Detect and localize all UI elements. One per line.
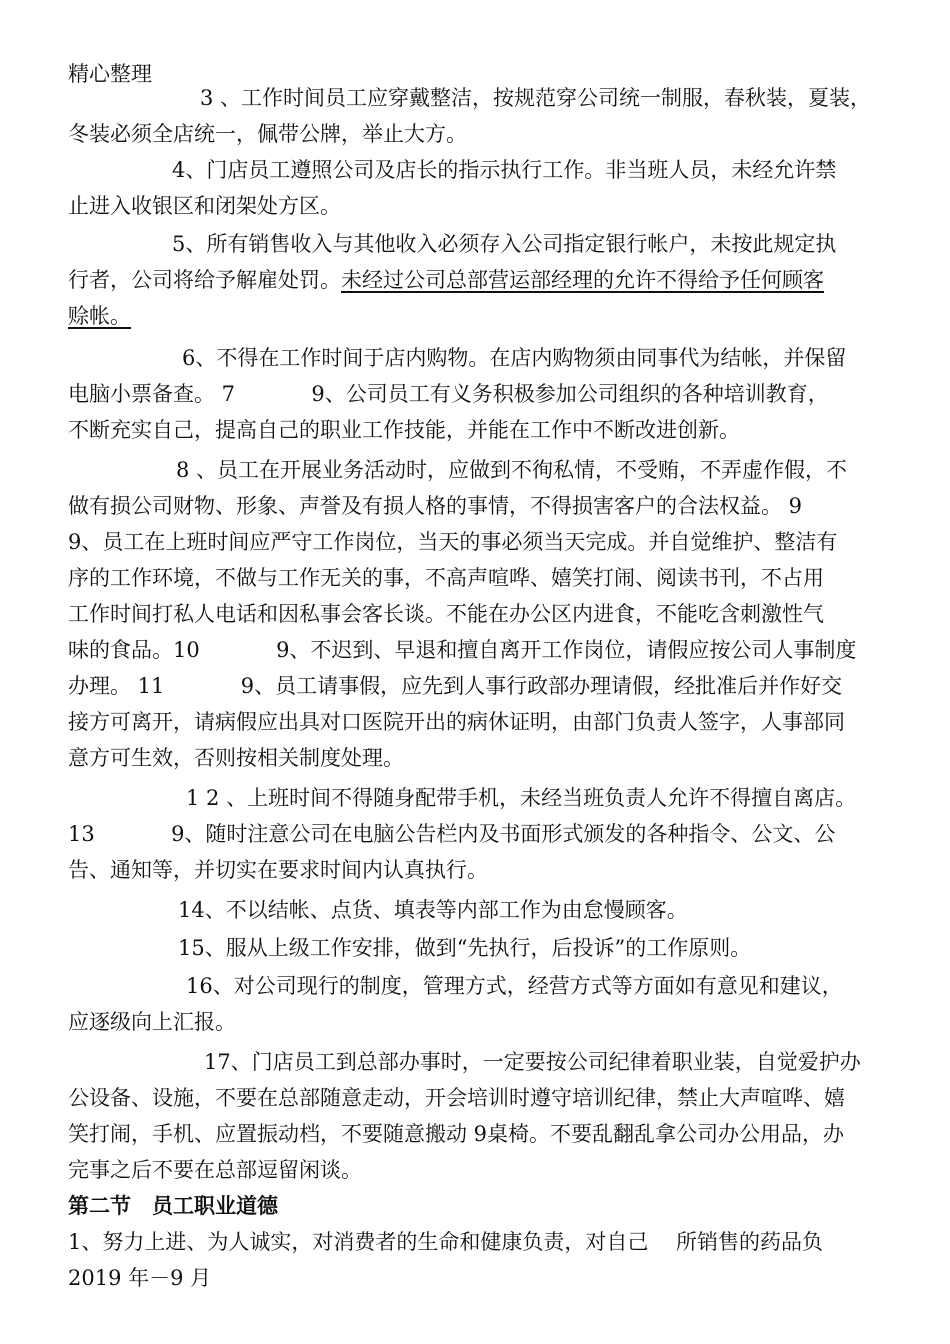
body-line bbox=[68, 744, 404, 772]
body-line-text: 止进入收银区和闭架处方区。 bbox=[68, 194, 341, 218]
body-line bbox=[68, 492, 802, 520]
body-line-text: 16、对公司现行的制度，管理方式，经营方式等方面如有意见和建议， bbox=[186, 974, 843, 998]
body-line-text: 做有损公司财物、形象、声誉及有损人格的事情，不得损害客户的合法权益。 9 bbox=[68, 494, 803, 518]
body-line-text: 行者，公司将给予解雇处罚。 bbox=[68, 268, 341, 292]
body-line-text: 4、门店员工遵照公司及店长的指示执行工作。非当班人员，未经允许禁 bbox=[172, 158, 837, 182]
body-line bbox=[172, 156, 836, 184]
body-line-text: 工作时间打私人电话和因私事会客长谈。不能在办公区内进食，不能吃含刺激性气 bbox=[68, 602, 824, 626]
body-line bbox=[204, 1048, 861, 1076]
body-line-text: 3 、工作时间员工应穿戴整洁，按规范穿公司统一制服，春秋装，夏装， bbox=[200, 86, 872, 110]
underlined-text: 赊帐。 bbox=[68, 304, 131, 328]
header-note: 精心整理 bbox=[68, 62, 152, 86]
body-line-text: 15、服从上级工作安排，做到“先执行，后投诉”的工作原则。 bbox=[178, 936, 752, 960]
section-title: 第二节 员工职业道德 bbox=[68, 1193, 278, 1218]
body-line bbox=[68, 1156, 362, 1184]
body-line bbox=[68, 120, 467, 148]
footer-date: 2019 年－9 月 bbox=[68, 1266, 212, 1290]
body-line bbox=[176, 456, 847, 484]
body-line-text: 1 2 、上班时间不得随身配带手机，未经当班负责人允许不得擅自离店。 bbox=[186, 786, 857, 810]
body-line bbox=[68, 856, 488, 884]
body-line-text: 电脑小票备查。 7 9、公司员工有义务积极参加公司组织的各种培训教育， bbox=[68, 382, 829, 406]
body-line bbox=[178, 896, 688, 924]
body-line-text: 办理。 11 9、员工请事假，应先到人事行政部办理请假，经批准后并作好交 bbox=[68, 674, 843, 698]
body-line-text: 17、门店员工到总部办事时，一定要按公司纪律着职业装，自觉爱护办 bbox=[204, 1050, 861, 1074]
body-line-text: 冬装必须全店统一，佩带公牌，举止大方。 bbox=[68, 122, 467, 146]
body-line-text: 13 9、随时注意公司在电脑公告栏内及书面形式颁发的各种指令、公文、公 bbox=[68, 822, 836, 846]
body-line bbox=[200, 84, 871, 112]
body-line bbox=[68, 416, 740, 444]
body-line-text: 公设备、设施，不要在总部随意走动，开会培训时遵守培训纪律，禁止大声喧哗、嬉 bbox=[68, 1086, 845, 1110]
body-line-text: 9、员工在上班时间应严守工作岗位，当天的事必须当天完成。并自觉维护、整洁有 bbox=[68, 530, 838, 554]
body-line-text: 告、通知等，并切实在要求时间内认真执行。 bbox=[68, 858, 488, 882]
body-line bbox=[68, 820, 835, 848]
body-line-text: 应逐级向上汇报。 bbox=[68, 1010, 236, 1034]
body-line-text: 6、不得在工作时间于店内购物。在店内购物须由同事代为结帐，并保留 bbox=[182, 346, 847, 370]
body-line-text: 序的工作环境，不做与工作无关的事，不高声喧哗、嬉笑打闹、阅读书刊，不占用 bbox=[68, 566, 824, 590]
body-line-text: 味的食品。10 9、不迟到、早退和擅自离开工作岗位，请假应按公司人事制度 bbox=[68, 638, 857, 662]
body-line bbox=[68, 1084, 845, 1112]
body-line-text: 5、所有销售收入与其他收入必须存入公司指定银行帐户，未按此规定执 bbox=[172, 232, 837, 256]
body-line-text: 14、不以结帐、点货、填表等内部工作为由怠慢顾客。 bbox=[178, 898, 688, 922]
body-line-text: 意方可生效，否则按相关制度处理。 bbox=[68, 746, 404, 770]
body-line-text: 不断充实自己，提高自己的职业工作技能，并能在工作中不断改进创新。 bbox=[68, 418, 740, 442]
body-line-text: 完事之后不要在总部逗留闲谈。 bbox=[68, 1158, 362, 1182]
body-line bbox=[68, 636, 856, 664]
body-line bbox=[68, 708, 845, 736]
body-line bbox=[178, 934, 751, 962]
underlined-text: 未经过公司总部营运部经理的允许不得给予任何顾客 bbox=[341, 268, 824, 292]
body-line bbox=[172, 230, 836, 258]
body-line bbox=[68, 528, 837, 556]
body-line-text: 8 、员工在开展业务活动时，应做到不徇私情，不受贿，不弄虚作假，不 bbox=[176, 458, 848, 482]
body-line bbox=[68, 302, 131, 330]
body-line bbox=[68, 564, 824, 592]
body-line bbox=[68, 266, 824, 294]
body-line: 1、努力上进、为人诚实，对消费者的生命和健康负责，对自己 所销售的药品负 bbox=[68, 1230, 824, 1254]
body-line bbox=[68, 1120, 844, 1148]
body-line bbox=[182, 344, 846, 372]
body-line bbox=[186, 784, 856, 812]
body-line bbox=[68, 380, 829, 408]
body-line bbox=[68, 672, 842, 700]
body-line bbox=[68, 1008, 236, 1036]
body-line-text: 笑打闹，手机、应置振动档，不要随意搬动 9桌椅。不要乱翻乱拿公司办公用品，办 bbox=[68, 1122, 845, 1146]
body-line bbox=[68, 192, 341, 220]
body-line-text: 接方可离开，请病假应出具对口医院开出的病休证明，由部门负责人签字，人事部同 bbox=[68, 710, 845, 734]
body-line bbox=[186, 972, 843, 1000]
body-line bbox=[68, 600, 824, 628]
